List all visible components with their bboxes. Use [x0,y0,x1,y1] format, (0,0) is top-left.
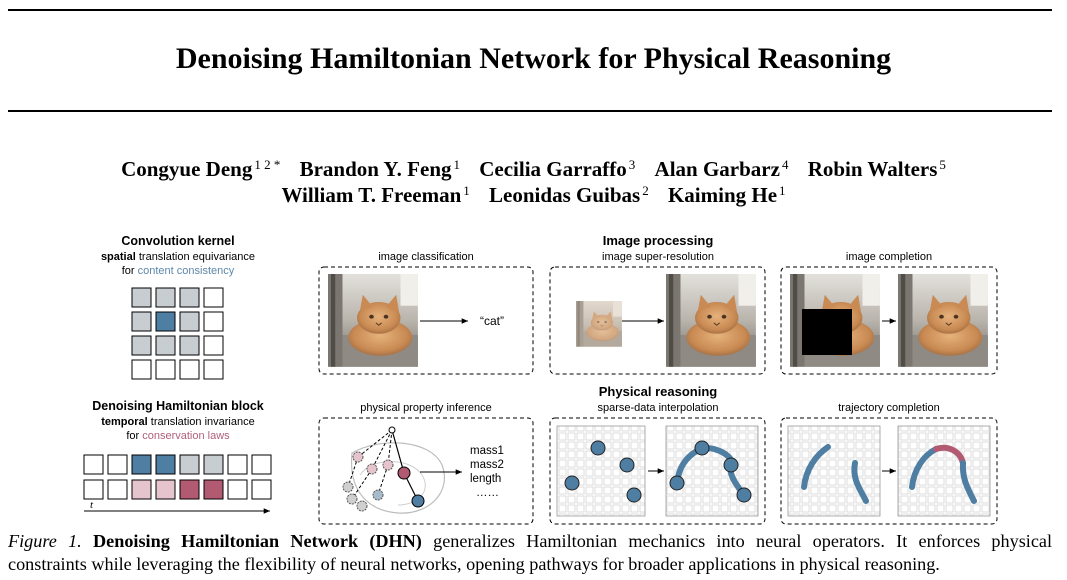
block-cell [84,480,103,499]
data-point [620,458,634,472]
author: Congyue Deng $^{1 2 *}$ [121,157,281,181]
property-inference-label: physical property inference [360,402,492,414]
block-cell [180,455,199,474]
trajectory-completion-label: trajectory completion [838,402,940,414]
block-cell [132,480,151,499]
data-point [565,476,579,490]
block-cell [228,455,247,474]
block-cell [84,455,103,474]
property-mass1: mass1 [470,445,504,457]
block-cell [204,480,223,499]
double-pendulum-diagram [343,427,444,513]
image-super-resolution-label: image super-resolution [602,251,714,263]
blur-overlay [576,301,622,347]
image-completion-label: image completion [845,251,933,263]
data-point [695,441,709,455]
kernel-cell [156,360,175,379]
cat-label: “cat” [480,314,504,328]
dhn-title: Denoising Hamiltonian block [92,399,264,413]
caption-text-line1: generalizes Hamiltonian mechanics into neural operators. It enforces physical [421,531,1053,551]
property-more: …… [476,487,499,499]
dhn-block-grid [84,455,271,499]
completed-cat-photo [898,274,988,367]
author: Kaiming He $^1$ [667,183,786,207]
author: Leonidas Guibas $^2$ [489,183,649,207]
caption-bold: Denoising Hamiltonian Network (DHN) [93,531,422,551]
paper-title: Denoising Hamiltonian Network for Physical Reasoning [175,42,892,75]
caption-label: Figure 1. [8,531,82,551]
kernel-cell [204,360,223,379]
data-point [627,488,641,502]
property-inference-panel [319,418,533,524]
sparse-interpolation-label: sparse-data interpolation [597,402,719,414]
author: Robin Walters $^5$ [807,157,946,181]
kernel-cell [204,288,223,307]
title-bottom-rule [8,110,1052,112]
mask-region [802,309,852,355]
dhn-line1: temporal translation invariance [101,416,255,428]
block-cell [180,480,199,499]
physical-reasoning-header: Physical reasoning [598,384,718,399]
kernel-cell [180,336,199,355]
kernel-cell [156,312,175,331]
block-cell [132,455,151,474]
property-length: length [470,473,502,485]
kernel-cell [132,360,151,379]
kernel-cell [156,288,175,307]
author: William T. Freeman $^1$ [281,183,470,207]
author: Alan Garbarz $^4$ [654,157,789,181]
author: Brandon Y. Feng $^1$ [299,157,460,181]
kernel-cell [204,336,223,355]
data-point [724,458,738,472]
kernel-cell [180,312,199,331]
time-axis-label: t [90,499,94,511]
data-point [591,441,605,455]
property-mass2: mass2 [470,459,504,471]
block-cell [108,455,127,474]
kernel-cell [204,312,223,331]
data-point [737,488,751,502]
cat-photo [328,274,418,367]
block-cell [204,455,223,474]
author: Cecilia Garraffo $^3$ [479,157,636,181]
block-cell [228,480,247,499]
image-classification-label: image classification [378,251,474,263]
block-cell [108,480,127,499]
block-cell [156,455,175,474]
block-cell [156,480,175,499]
conv-kernel-grid [132,288,223,379]
conv-line2: for content consistency [121,265,235,277]
dhn-line2: for conservation laws [126,430,230,442]
caption-text-line2: constraints while leveraging the flexibility of neural networks, opening pathways for broader applications in physical reasoning. [8,554,940,574]
figure-1 [0,225,1067,525]
conv-title: Convolution kernel [121,234,235,248]
kernel-cell [132,336,151,355]
author-line-2 [0,183,1067,208]
top-rule [8,9,1052,11]
figure-caption [8,530,1052,576]
image-processing-header: Image processing [602,233,714,248]
author-line-1 [0,157,1067,182]
kernel-cell [180,360,199,379]
block-cell [252,480,271,499]
block-cell [252,455,271,474]
kernel-cell [132,312,151,331]
data-point [670,476,684,490]
conv-line1: spatial translation equivariance [100,251,256,263]
kernel-cell [180,288,199,307]
high-res-cat-photo [666,274,756,367]
sparse-input-grid [557,426,645,516]
kernel-cell [132,288,151,307]
kernel-cell [156,336,175,355]
